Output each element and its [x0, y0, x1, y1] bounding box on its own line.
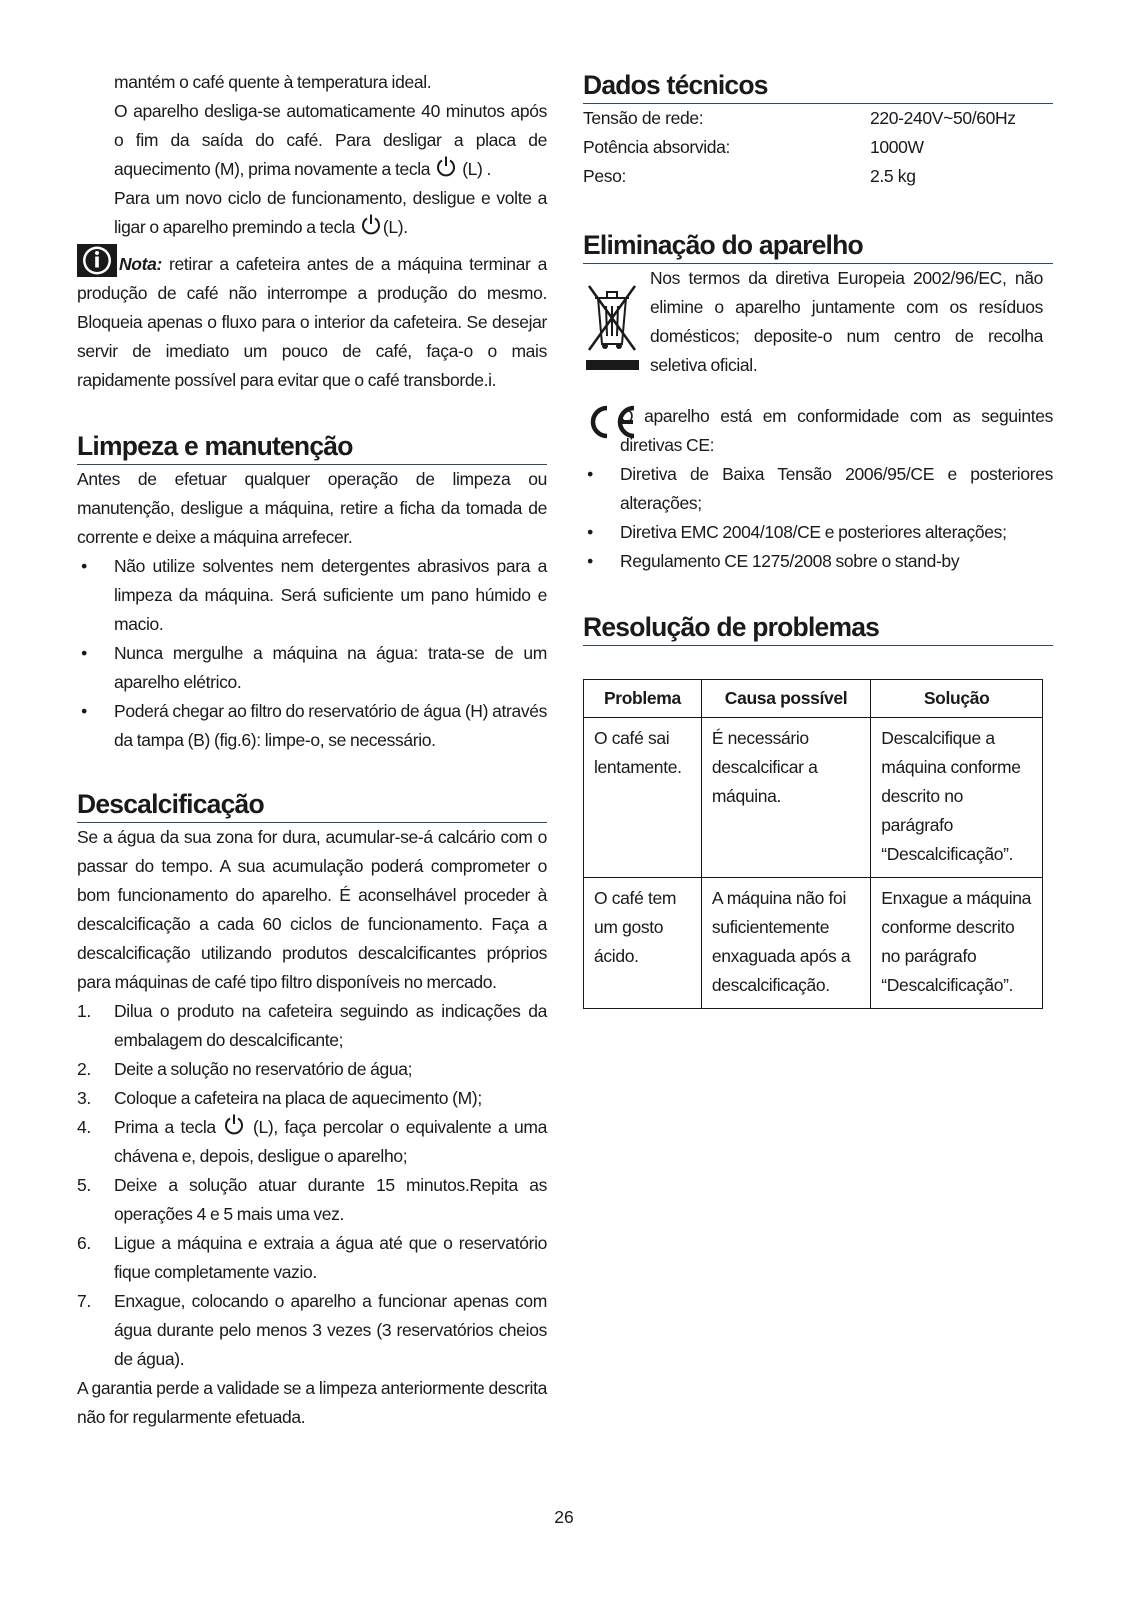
power-icon: [360, 213, 382, 235]
list-item: 6. Ligue a máquina e extraia a água até que o reservatório fique completamente vazio.: [77, 1233, 547, 1282]
power-icon: [435, 155, 457, 177]
new-cycle-key: (L).: [382, 217, 408, 237]
disposal-block: [583, 264, 1053, 382]
cleaning-list: [77, 552, 547, 755]
disposal-heading: Eliminação do aparelho: [583, 228, 1053, 264]
list-item: 7. Enxague, colocando o aparelho a funcionar apenas com água durante pelo menos 3 vezes (3 reservatórios cheios de água).: [77, 1291, 547, 1369]
table-cell: Descalcifique a máquina conforme descrito no parágrafo “Descalcificação”.: [871, 718, 1043, 878]
list-item: • Poderá chegar ao filtro do reservatório de água (H) através da tampa (B) (fig.6): limpe-o, se necessário.: [81, 701, 548, 750]
info-icon: [77, 244, 117, 277]
tech-heading: Dados técnicos: [583, 68, 1053, 104]
intro-paragraph: [77, 68, 547, 242]
spec-row: Tensão de rede: 220-240V~50/60Hz: [583, 108, 1016, 128]
tech-specs: [583, 104, 1053, 191]
table-row: [584, 718, 1043, 878]
ce-mark-icon: [583, 402, 639, 442]
cleaning-heading: Limpeza e manutenção: [77, 429, 547, 465]
list-item: 3. Coloque a cafeteira na placa de aquecimento (M);: [77, 1088, 482, 1108]
table-row: [584, 878, 1043, 1009]
note-label: Nota:: [119, 254, 162, 274]
list-item: 5. Deixe a solução atuar durante 15 minutos.Repita as operações 4 e 5 mais uma vez.: [77, 1175, 547, 1224]
crossed-bin-icon: [583, 274, 641, 374]
spec-row: Peso: 2.5 kg: [583, 166, 916, 186]
column-header: Solução: [871, 680, 1043, 718]
new-cycle-paragraph: [114, 184, 547, 242]
list-item: • Nunca mergulhe a máquina na água: trata-se de um aparelho elétrico.: [81, 643, 547, 692]
note-paragraph: [77, 244, 547, 395]
table-cell: O café tem um gosto ácido.: [584, 878, 702, 1009]
right-column: [583, 68, 1053, 1009]
descaling-heading: Descalcificação: [77, 787, 547, 823]
disposal-text: Nos termos da diretiva Europeia 2002/96/EC, não elimine o aparelho juntamente com os resíduos domésticos; deposite-o num centro de recolha seletiva oficial.: [650, 268, 1043, 375]
ce-intro-text: O aparelho está em conformidade com as seguintes diretivas CE:: [620, 406, 1053, 455]
ce-list: [583, 460, 1053, 576]
descaling-intro: Se a água da sua zona for dura, acumular-se-á calcário com o passar do tempo. A sua acumulação poderá comprometer o bom funcionamento do aparelho. É aconselhável proceder à descalcificação a cada 60 ciclos de funcionamento. Faça a descalcificação utilizando produtos descalcificantes próprios para máquinas de café tipo filtro disponíveis no mercado.: [77, 827, 547, 992]
list-item: • Regulamento CE 1275/2008 sobre o stand-by: [587, 551, 960, 571]
ce-intro: [583, 402, 1053, 460]
list-item: • Diretiva EMC 2004/108/CE e posteriores alterações;: [587, 522, 1007, 542]
cleaning-intro: Antes de efetuar qualquer operação de limpeza ou manutenção, desligue a máquina, retire a ficha da tomada de corrente e deixe a máquina arrefecer.: [77, 469, 547, 547]
left-column: [77, 68, 547, 1432]
table-cell: Enxague a máquina conforme descrito no parágrafo “Descalcificação”.: [871, 878, 1043, 1009]
auto-off-paragraph: [114, 97, 547, 184]
troubleshooting-table: [583, 679, 1043, 1009]
list-item: • Diretiva de Baixa Tensão 2006/95/CE e posteriores alterações;: [587, 464, 1053, 513]
page-number: 26: [554, 1507, 574, 1527]
power-icon: [223, 1113, 245, 1135]
troubleshooting-heading: Resolução de problemas: [583, 610, 1053, 646]
column-header: Problema: [584, 680, 702, 718]
list-item: 1. Dilua o produto na cafeteira seguindo as indicações da embalagem do descalcificante;: [77, 1001, 547, 1050]
column-header: Causa possível: [701, 680, 870, 718]
spec-row: Potência absorvida: 1000W: [583, 137, 924, 157]
warranty-note: A garantia perde a validade se a limpeza anteriormente descrita não for regularmente efetuada.: [77, 1378, 547, 1427]
list-item: 4. Prima a tecla (L), faça percolar o equivalente a uma chávena e, depois, desligue o aparelho;: [77, 1113, 547, 1171]
auto-off-key: (L) .: [462, 159, 492, 179]
new-cycle-text: Para um novo ciclo de funcionamento, desligue e volte a ligar o aparelho premindo a tecla: [114, 188, 547, 237]
intro-line: mantém o café quente à temperatura ideal.: [114, 72, 432, 92]
list-item: • Não utilize solventes nem detergentes abrasivos para a limpeza da máquina. Será suficiente um pano húmido e macio.: [81, 556, 547, 634]
descaling-steps: [77, 997, 547, 1374]
list-item: 2. Deite a solução no reservatório de água;: [77, 1059, 413, 1079]
auto-off-text: O aparelho desliga-se automaticamente 40 minutos após o fim da saída do café. Para desligar a placa de aquecimento (M), prima novamente a tecla: [114, 101, 547, 179]
ce-block: [583, 402, 1053, 460]
table-cell: O café sai lentamente.: [584, 718, 702, 878]
table-cell: É necessário descalcificar a máquina.: [701, 718, 870, 878]
table-cell: A máquina não foi suficientemente enxaguada após a descalcificação.: [701, 878, 870, 1009]
note-text: retirar a cafeteira antes de a máquina terminar a produção de café não interrompe a produção do mesmo. Bloqueia apenas o fluxo para o interior da cafeteira. Se desejar servir de imediato um pouco de café, faça-o o mais rapidamente possível para evitar que o café transborde.i.: [77, 254, 547, 390]
table-header-row: [584, 680, 1043, 718]
